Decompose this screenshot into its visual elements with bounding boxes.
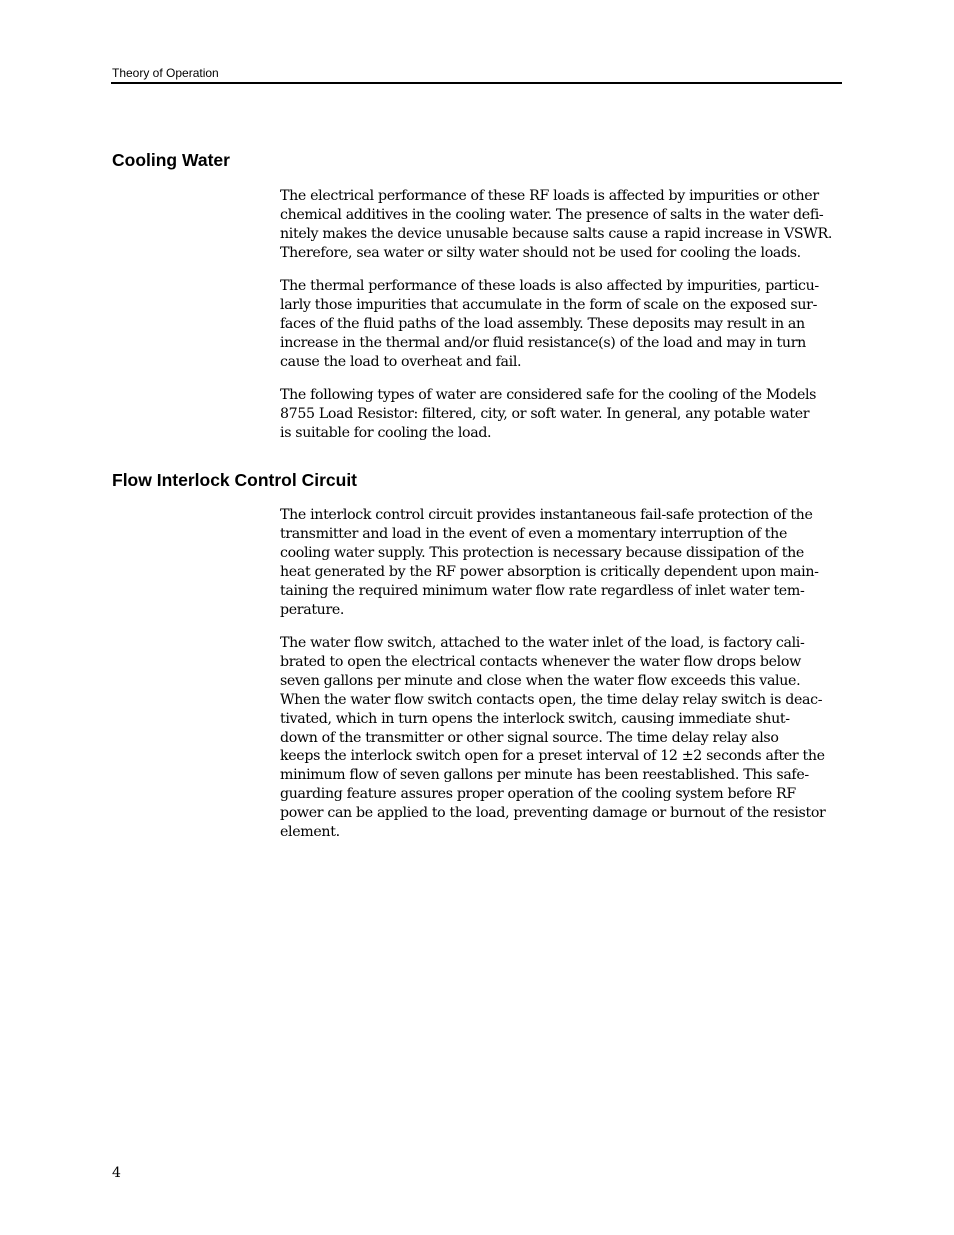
section-heading-flow-interlock: Flow Interlock Control Circuit <box>112 470 358 490</box>
paragraph-cooling-water-1: The electrical performance of these RF loads is affected by impurities or other chemical additives in the cooling water. The presence of salts in the water defi- nitely makes the device unusable because salts cause a rapid increase in VSWR. Therefore, sea water or silty water should not be used for cooling the loads. <box>280 188 833 261</box>
page-number: 4 <box>112 1165 121 1181</box>
paragraph-flow-interlock-1: The interlock control circuit provides instantaneous fail-safe protection of the transmitter and load in the event of even a momentary interruption of the cooling water supply. This protection is necessary because dissipation of the heat generated by the RF power absorption is critically dependent upon main- taining the required minimum water flow rate regardless of inlet water tem- perature. <box>280 507 819 618</box>
running-header-title: Theory of Operation <box>112 66 219 80</box>
header-rule <box>111 82 842 84</box>
section-heading-cooling-water: Cooling Water <box>112 150 230 170</box>
paragraph-cooling-water-2: The thermal performance of these loads is also affected by impurities, particu- larly those impurities that accumulate in the form of scale on the exposed sur- faces of the fluid paths of the load assembly. These deposits may result in an increase in the thermal and/or fluid resistance(s) of the load and may in turn cause the load to overheat and fail. <box>280 278 819 370</box>
paragraph-cooling-water-3: The following types of water are considered safe for the cooling of the Models 8755 Load Resistor: filtered, city, or soft water. In general, any potable water is suitable for cooling the load. <box>280 387 817 441</box>
paragraph-flow-interlock-2: The water flow switch, attached to the water inlet of the load, is factory cali- brated to open the electrical contacts whenever the water flow drops below seven gallons per minute and close when the water flow exceeds this value. When the water flow switch contacts open, the time delay relay switch is deac- tivated, which in turn opens the interlock switch, causing immediate shut- down of the transmitter or other signal source. The time delay relay also keeps the interlock switch open for a preset interval of 12 ±2 seconds after the minimum flow of seven gallons per minute has been reestablished. This safe- guarding feature assures proper operation of the cooling system before RF power can be applied to the load, preventing damage or burnout of the resistor element. <box>280 635 826 841</box>
